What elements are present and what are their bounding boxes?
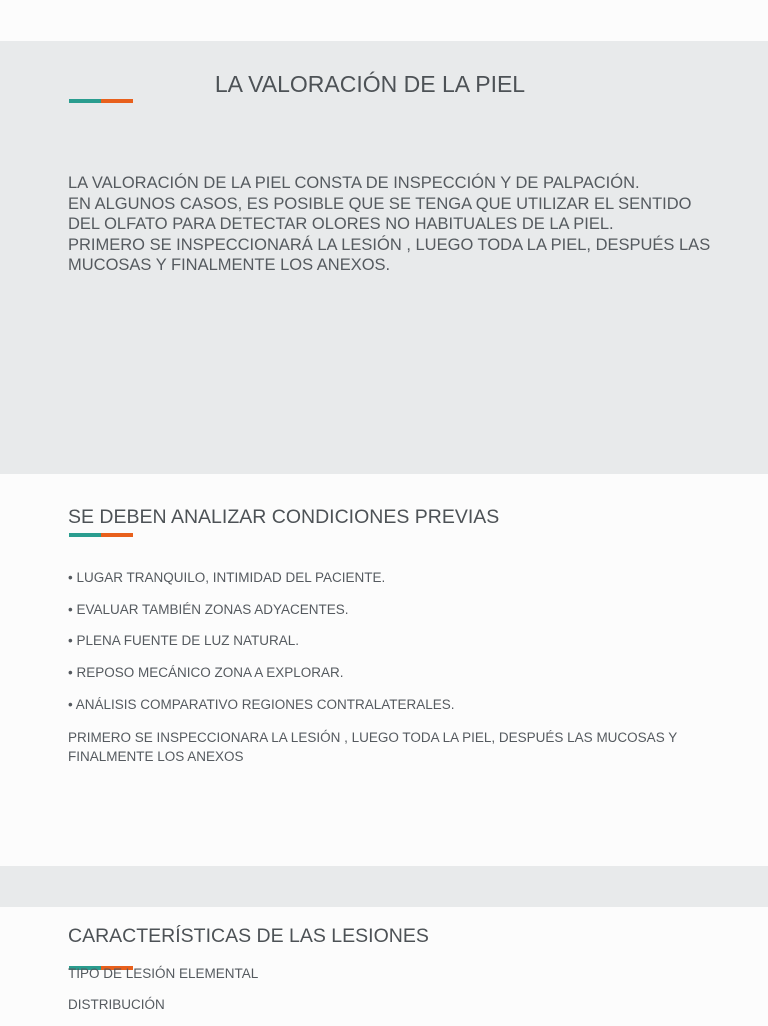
list-item: • PLENA FUENTE DE LUZ NATURAL. — [68, 632, 455, 664]
paragraph-line: FINALMENTE LOS ANEXOS — [68, 747, 688, 766]
accent-teal — [69, 533, 101, 537]
list-item: • REPOSO MECÁNICO ZONA A EXPLORAR. — [68, 664, 455, 696]
list-item: • EVALUAR TAMBIÉN ZONAS ADYACENTES. — [68, 601, 455, 633]
characteristics-list — [68, 965, 258, 1026]
section-title: LA VALORACIÓN DE LA PIEL — [0, 71, 740, 98]
list-item: • LUGAR TRANQUILO, INTIMIDAD DEL PACIENTE. — [68, 569, 455, 601]
list-item: DISTRIBUCIÓN — [68, 996, 258, 1026]
accent-orange — [101, 533, 133, 537]
section-divider-band — [0, 866, 768, 907]
paragraph-line: LA VALORACIÓN DE LA PIEL CONSTA DE INSPECCIÓN Y DE PALPACIÓN. — [68, 173, 708, 194]
paragraph-line: EN ALGUNOS CASOS, ES POSIBLE QUE SE TENGA QUE UTILIZAR EL SENTIDO — [68, 194, 708, 215]
section-lesion-characteristics — [0, 907, 768, 1024]
title-accent-bar — [69, 533, 133, 537]
paragraph-line: DEL OLFATO PARA DETECTAR OLORES NO HABITUALES DE LA PIEL. — [68, 214, 708, 235]
paragraph-line: PRIMERO SE INSPECCIONARA LA LESIÓN , LUEGO TODA LA PIEL, DESPUÉS LAS MUCOSAS Y — [68, 728, 688, 747]
section-prior-conditions — [0, 474, 768, 866]
intro-paragraph — [68, 173, 708, 276]
paragraph-line: PRIMERO SE INSPECCIONARÁ LA LESIÓN , LUEGO TODA LA PIEL, DESPUÉS LAS — [68, 235, 708, 256]
accent-teal — [69, 99, 101, 103]
accent-orange — [101, 99, 133, 103]
conditions-list — [68, 569, 455, 727]
section-title: SE DEBEN ANALIZAR CONDICIONES PREVIAS — [68, 506, 499, 529]
section-skin-assessment — [0, 41, 768, 474]
list-item: • ANÁLISIS COMPARATIVO REGIONES CONTRALATERALES. — [68, 696, 455, 728]
paragraph-line: MUCOSAS Y FINALMENTE LOS ANEXOS. — [68, 255, 708, 276]
section-title: CARACTERÍSTICAS DE LAS LESIONES — [68, 925, 429, 948]
title-accent-bar — [69, 99, 133, 103]
inspection-order-paragraph — [68, 728, 688, 766]
list-item: TIPO DE LESIÓN ELEMENTAL — [68, 965, 258, 996]
